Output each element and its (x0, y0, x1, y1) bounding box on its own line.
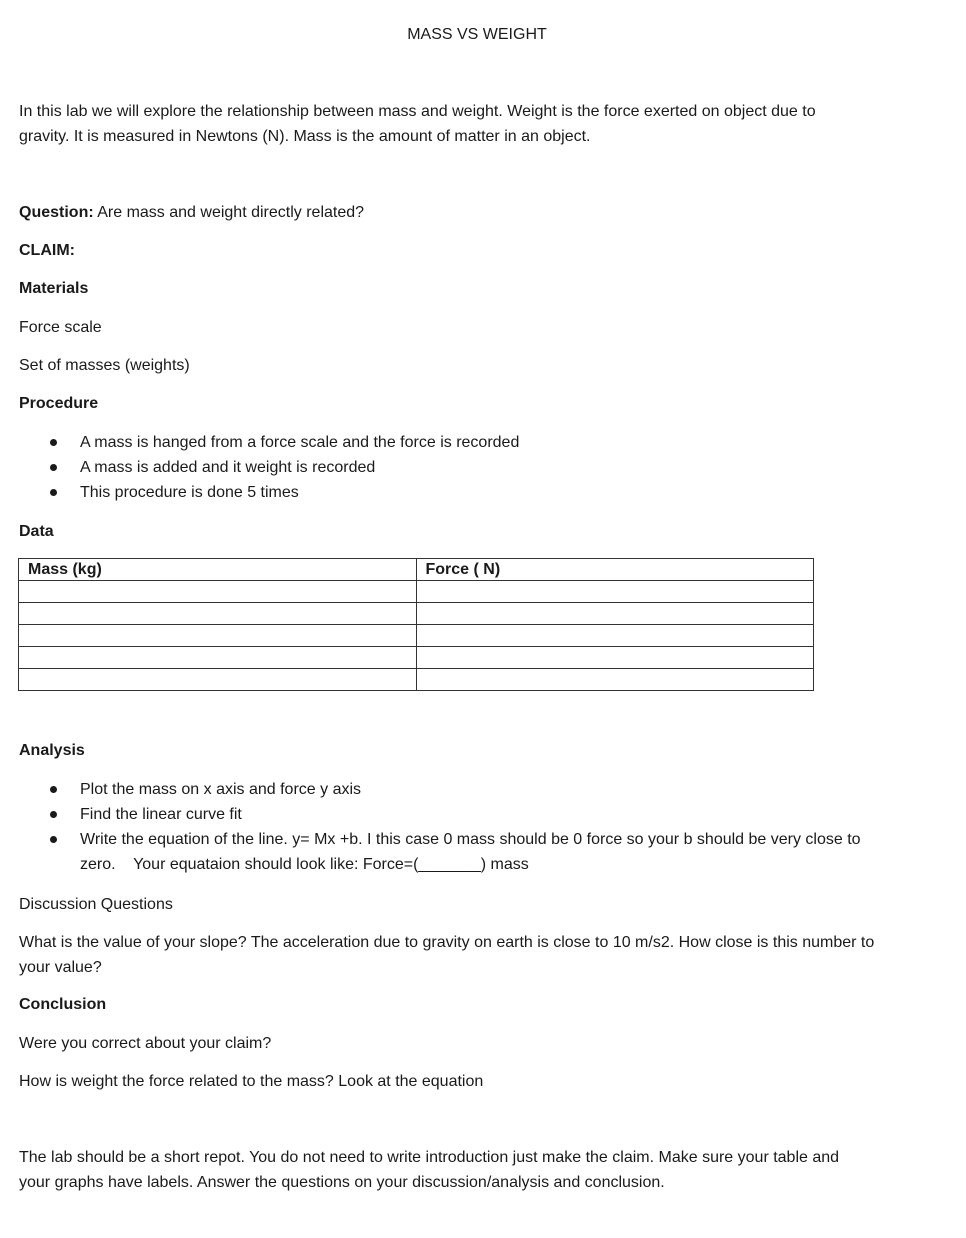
closing-paragraph (19, 1145, 839, 1195)
material-item: Force scale (19, 319, 102, 336)
column-header-mass: Mass (kg) (19, 559, 417, 581)
table-header-row (19, 559, 814, 581)
procedure-list (19, 430, 929, 505)
table-cell (416, 581, 814, 603)
bullet-icon (50, 836, 57, 843)
claim-label: CLAIM: (19, 242, 75, 259)
intro-line: gravity. It is measured in Newtons (N). Mass is the amount of matter in an object. (19, 128, 591, 145)
table-row (19, 625, 814, 647)
table-cell (19, 669, 417, 691)
conclusion-question-1: Were you correct about your claim? (19, 1035, 272, 1052)
intro-paragraph (19, 99, 816, 149)
conclusion-question-2: How is weight the force related to the mass? Look at the equation (19, 1073, 484, 1090)
list-item (19, 827, 929, 877)
list-item-text: This procedure is done 5 times (80, 484, 299, 501)
list-item-text: A mass is hanged from a force scale and the force is recorded (80, 434, 520, 451)
table-cell (19, 581, 417, 603)
data-table (18, 558, 814, 691)
closing-line: The lab should be a short repot. You do not need to write introduction just make the claim. Make sure your table and (19, 1149, 840, 1166)
closing-line: your graphs have labels. Answer the questions on your discussion/analysis and conclusion. (19, 1174, 665, 1191)
table-cell (416, 603, 814, 625)
list-item-text: A mass is added and it weight is recorded (80, 459, 376, 476)
conclusion-heading: Conclusion (19, 996, 107, 1013)
list-item (19, 430, 929, 455)
list-item-text: Plot the mass on x axis and force y axis (80, 781, 362, 798)
table-cell (19, 603, 417, 625)
question-line (19, 200, 364, 225)
table-row (19, 603, 814, 625)
list-item-text: Find the linear curve fit (80, 806, 242, 823)
material-item: Set of masses (weights) (19, 357, 190, 374)
list-item-text: Write the equation of the line. y= Mx +b. I this case 0 mass should be 0 force so your b should be very close to (80, 831, 861, 848)
discussion-question (19, 930, 874, 980)
page-title: MASS VS WEIGHT (407, 26, 547, 43)
bullet-icon (50, 439, 57, 446)
list-item (19, 802, 929, 827)
table-row (19, 669, 814, 691)
table-cell (416, 647, 814, 669)
list-item-text: zero. Your equataion should look like: Force=(_______) mass (80, 856, 529, 873)
bullet-icon (50, 811, 57, 818)
table-cell (416, 669, 814, 691)
table-cell (19, 625, 417, 647)
materials-heading: Materials (19, 280, 89, 297)
discussion-line: your value? (19, 959, 102, 976)
procedure-heading: Procedure (19, 395, 99, 412)
bullet-icon (50, 464, 57, 471)
discussion-heading: Discussion Questions (19, 896, 173, 913)
column-header-force: Force ( N) (416, 559, 814, 581)
table-row (19, 581, 814, 603)
table-row (19, 647, 814, 669)
table-cell (416, 625, 814, 647)
intro-line: In this lab we will explore the relationship between mass and weight. Weight is the force exerted on object due to (19, 103, 816, 120)
list-item (19, 455, 929, 480)
list-item (19, 777, 929, 802)
data-heading: Data (19, 523, 54, 540)
question-label: Question: (19, 204, 94, 221)
table-cell (19, 647, 417, 669)
analysis-heading: Analysis (19, 742, 85, 759)
discussion-line: What is the value of your slope? The acceleration due to gravity on earth is close to 10 m/s2. How close is this number to (19, 934, 875, 951)
analysis-list (19, 777, 929, 877)
bullet-icon (50, 786, 57, 793)
bullet-icon (50, 489, 57, 496)
list-item (19, 480, 929, 505)
question-text: Are mass and weight directly related? (93, 204, 365, 221)
